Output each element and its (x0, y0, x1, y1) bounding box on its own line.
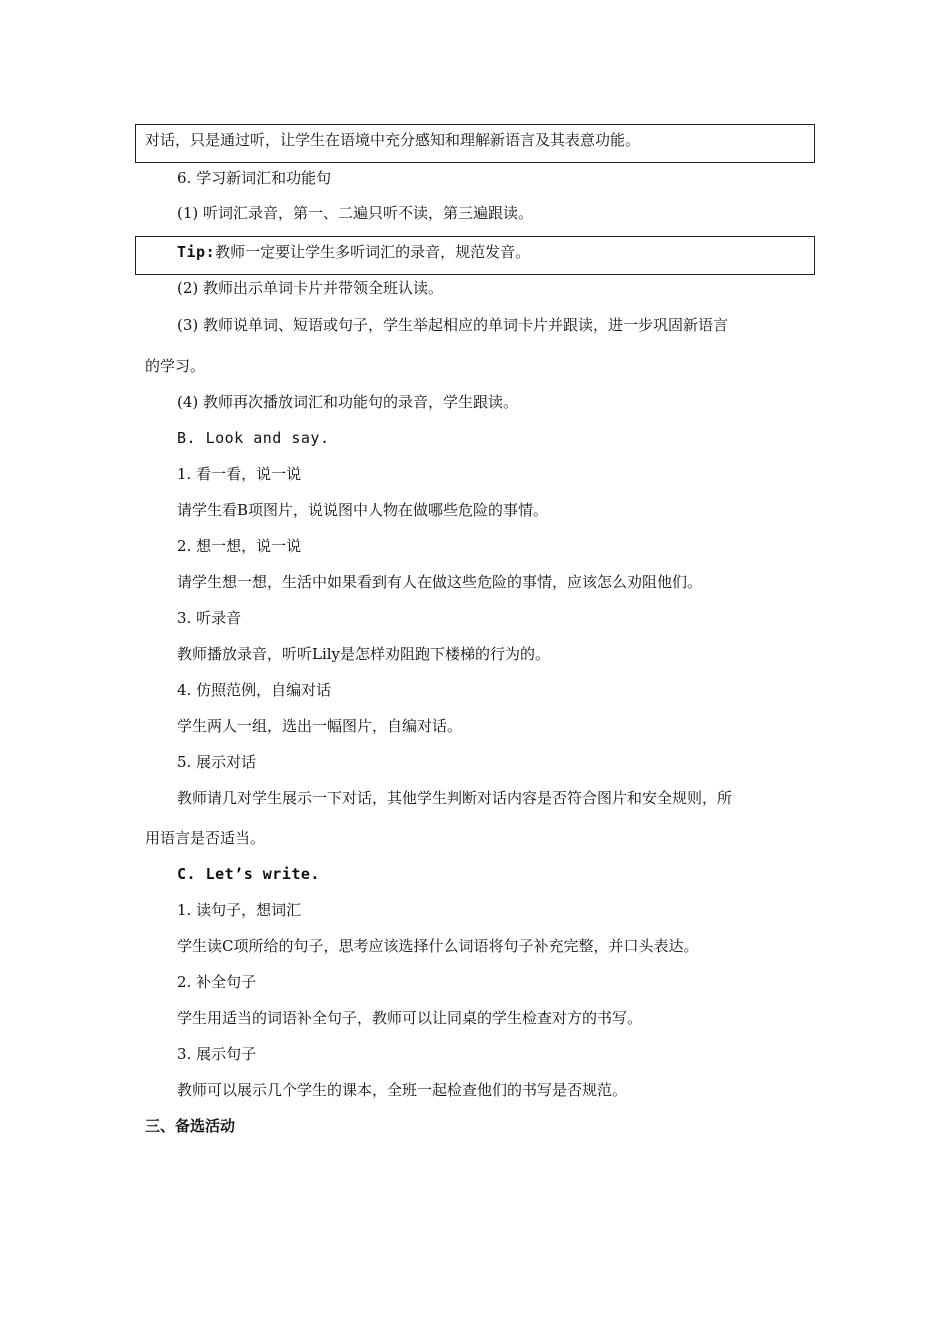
tip-text: 教师一定要让学生多听词汇的录音，规范发音。 (215, 243, 531, 261)
c1-text: 学生读C项所给的句子，思考应该选择什么词语将句子补充完整，并口头表达。 (177, 937, 699, 955)
step-6-item-3-line-1: (3) 教师说单词、短语或句子，学生举起相应的单词卡片并跟读，进一步巩固新语言 (177, 316, 729, 334)
c2-text: 学生用适当的词语补全句子，教师可以让同桌的学生检查对方的书写。 (177, 1009, 643, 1027)
section-b-title: B. Look and say. (177, 429, 330, 447)
c2-title: 2. 补全句子 (177, 973, 257, 991)
step-6-title: 6. 学习新词汇和功能句 (177, 169, 332, 187)
step-6-item-1: (1) 听词汇录音，第一、二遍只听不读，第三遍跟读。 (177, 204, 534, 222)
b5-text-line-2: 用语言是否适当。 (145, 829, 266, 847)
b3-text: 教师播放录音，听听Lily是怎样劝阻跑下楼梯的行为的。 (177, 645, 551, 663)
b1-title: 1. 看一看，说一说 (177, 465, 302, 483)
b5-text-line-1: 教师请几对学生展示一下对话，其他学生判断对话内容是否符合图片和安全规则，所 (177, 789, 733, 807)
b3-title: 3. 听录音 (177, 609, 242, 627)
tip-box (135, 236, 815, 275)
c1-title: 1. 读句子，想词汇 (177, 901, 302, 919)
c3-text: 教师可以展示几个学生的课本，全班一起检查他们的书写是否规范。 (177, 1081, 628, 1099)
tip-content (177, 242, 530, 262)
c3-title: 3. 展示句子 (177, 1045, 257, 1063)
b4-title: 4. 仿照范例，自编对话 (177, 681, 332, 699)
b2-text: 请学生想一想，生活中如果看到有人在做这些危险的事情，应该怎么劝阻他们。 (177, 573, 703, 591)
step-6-item-2: (2) 教师出示单词卡片并带领全班认读。 (177, 279, 444, 297)
note-box-text: 对话，只是通过听，让学生在语境中充分感知和理解新语言及其表意功能。 (145, 131, 641, 149)
b2-title: 2. 想一想，说一说 (177, 537, 302, 555)
section-c-title: C. Let’s write. (177, 865, 320, 883)
note-box-continued (135, 124, 815, 163)
b1-text: 请学生看B项图片，说说图中人物在做哪些危险的事情。 (177, 501, 549, 519)
step-6-item-3-line-2: 的学习。 (145, 357, 206, 375)
section-3-heading: 三、备选活动 (145, 1117, 236, 1135)
step-6-item-4: (4) 教师再次播放词汇和功能句的录音，学生跟读。 (177, 393, 519, 411)
tip-label: Tip: (177, 243, 216, 261)
b5-title: 5. 展示对话 (177, 753, 257, 771)
b4-text: 学生两人一组，选出一幅图片，自编对话。 (177, 717, 463, 735)
